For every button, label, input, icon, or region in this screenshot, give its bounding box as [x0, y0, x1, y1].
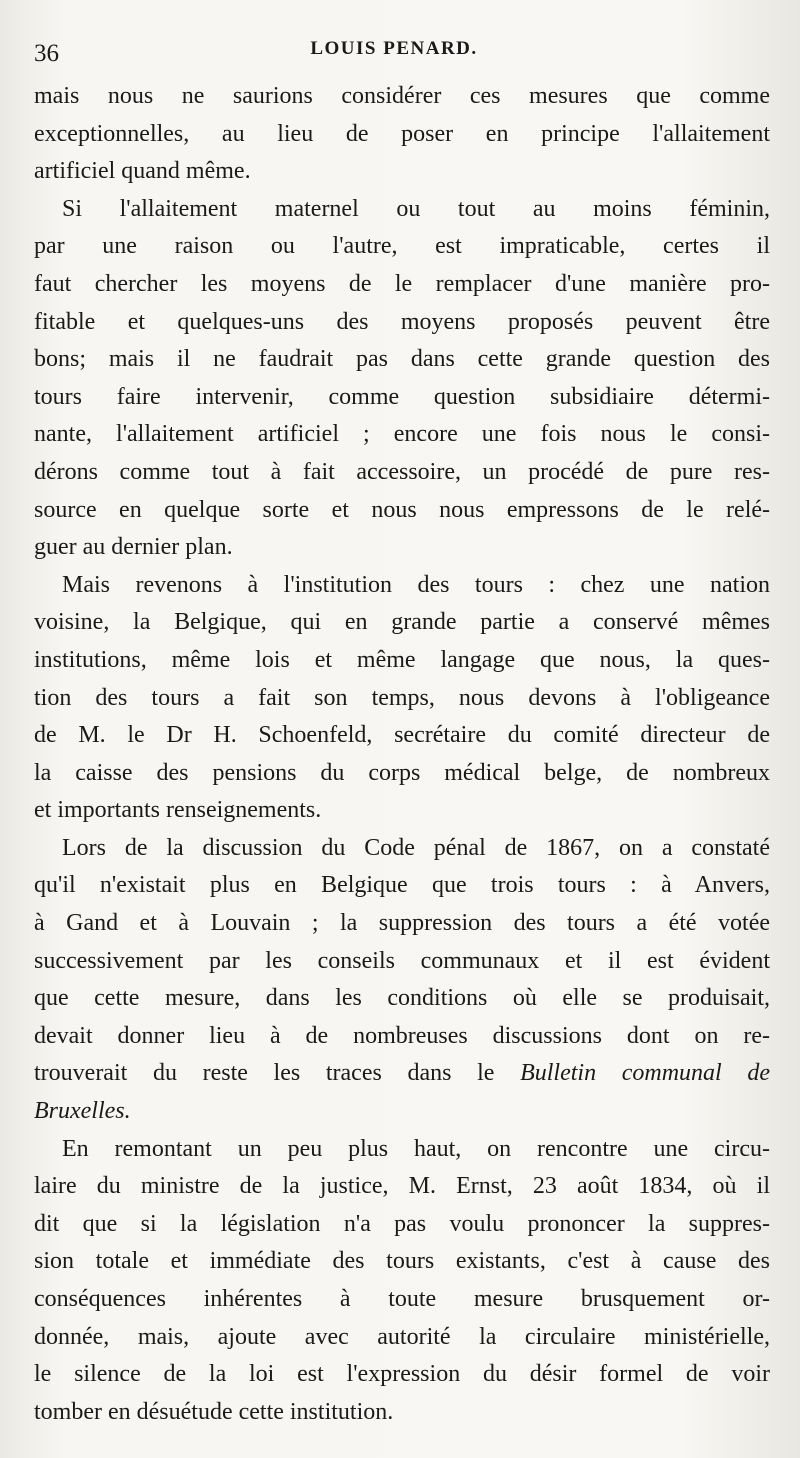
text-line: conséquences inhérentes à toute mesure brusquement or-	[34, 1286, 770, 1312]
text-line: institutions, même lois et même langage que nous, la ques-	[34, 646, 770, 673]
text-line: mais nous ne saurions considérer ces mesures que comme	[34, 83, 770, 109]
paragraph	[34, 1131, 770, 1432]
text-line: Mais revenons à l'institution des tours : chez une nation	[62, 571, 770, 598]
text-line: de M. le Dr H. Schoenfeld, secrétaire du comité directeur de	[34, 722, 770, 749]
text-line: source en quelque sorte et nous nous empressons de le relé-	[34, 496, 770, 523]
text-line: que cette mesure, dans les conditions où elle se produisait,	[34, 985, 770, 1012]
text-line: sion totale et immédiate des tours existants, c'est à cause des	[34, 1248, 770, 1275]
text-line: à Gand et à Louvain ; la suppression des tours a été votée	[34, 910, 770, 937]
text-line: dit que si la législation n'a pas voulu prononcer la suppres-	[34, 1210, 770, 1237]
text-line: et importants renseignements.	[34, 797, 322, 824]
text-line: Lors de la discussion du Code pénal de 1867, on a constaté	[62, 834, 770, 861]
text-line: dérons comme tout à fait accessoire, un procédé de pure res-	[34, 458, 770, 485]
text-line: tion des tours a fait son temps, nous devons à l'obligeance	[34, 684, 770, 711]
text-line: artificiel quand même.	[34, 158, 251, 185]
text-line: guer au dernier plan.	[34, 534, 233, 561]
page-number: 36	[34, 40, 59, 67]
text-line: voisine, la Belgique, qui en grande partie a conservé mêmes	[34, 609, 770, 636]
text-line: donnée, mais, ajoute avec autorité la circulaire ministérielle,	[34, 1323, 770, 1350]
text-line: Si l'allaitement maternel ou tout au moins féminin,	[62, 195, 770, 222]
paragraph	[34, 78, 770, 191]
text-line: devait donner lieu à de nombreuses discussions dont on re-	[34, 1022, 770, 1049]
paragraph	[34, 830, 770, 1131]
text-line: laire du ministre de la justice, M. Ernst, 23 août 1834, où il	[34, 1173, 770, 1200]
body-text	[34, 78, 770, 1431]
text-line: exceptionnelles, au lieu de poser en principe l'allaitement	[34, 120, 770, 147]
paragraph	[34, 567, 770, 830]
text-line: qu'il n'existait plus en Belgique que trois tours : à Anvers,	[34, 872, 770, 899]
text-line: En remontant un peu plus haut, on rencontre une circu-	[62, 1135, 770, 1162]
running-head: LOUIS PENARD.	[310, 38, 478, 59]
text-line: nante, l'allaitement artificiel ; encore une fois nous le consi-	[34, 421, 770, 448]
text-line: la caisse des pensions du corps médical belge, de nombreux	[34, 759, 770, 786]
text-line: bons; mais il ne faudrait pas dans cette grande question des	[34, 346, 770, 373]
paragraph	[34, 191, 770, 567]
text-line: par une raison ou l'autre, est impraticable, certes il	[34, 233, 770, 260]
text-line: successivement par les conseils communaux et il est évident	[34, 947, 770, 974]
text-line: Bruxelles.	[34, 1098, 131, 1125]
text-line: fitable et quelques-uns des moyens proposés peuvent être	[34, 308, 770, 335]
text-line: faut chercher les moyens de le remplacer d'une manière pro-	[34, 270, 770, 297]
text-line: tours faire intervenir, comme question subsidiaire détermi-	[34, 383, 770, 410]
text-line: le silence de la loi est l'expression du désir formel de voir	[34, 1361, 770, 1388]
journal-title: Bulletin communal de	[520, 1060, 770, 1087]
text-line: trouverait du reste les traces dans le Bulletin communal de	[34, 1060, 770, 1087]
page-header	[34, 36, 754, 76]
text-line: tomber en désuétude cette institution.	[34, 1398, 394, 1425]
